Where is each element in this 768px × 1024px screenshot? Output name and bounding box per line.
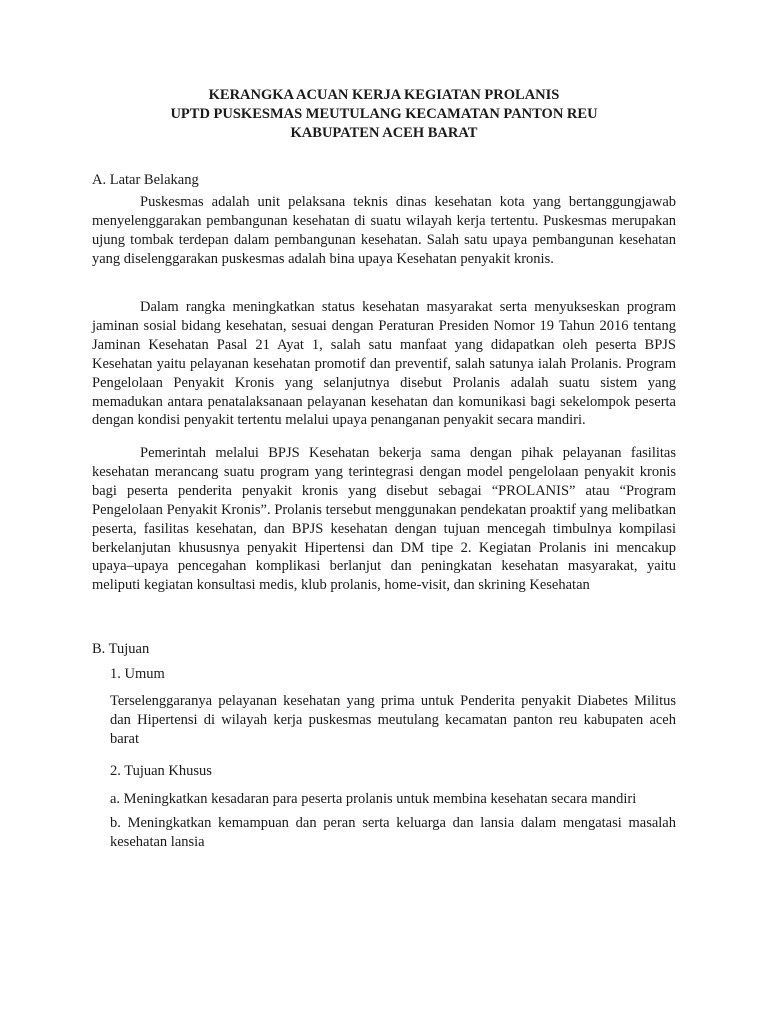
- document-title: [92, 86, 676, 143]
- section-a-heading: A. Latar Belakang: [92, 172, 199, 188]
- section-b-heading: B. Tujuan: [92, 641, 150, 657]
- section-a-paragraph-1: Puskesmas adalah unit pelaksana teknis dinas kesehatan kota yang bertanggungjawab menyelenggarakan pembangunan kesehatan di suatu wilayah kerja tertentu. Puskesmas merupakan ujung tombak terdepan dalam pembangunan kesehatan. Salah satu upaya pembangunan kesehatan yang diselenggarakan puskesmas adalah bina upaya Kesehatan penyakit kronis.: [92, 194, 676, 267]
- umum-text: Terselenggaranya pelayanan kesehatan yang prima untuk Penderita penyakit Diabetes Militus dan Hipertensi di wilayah kerja puskesmas meutulang kecamatan panton reu kabupaten aceh barat: [110, 693, 676, 747]
- title-line-2: UPTD PUSKESMAS MEUTULANG KECAMATAN PANTON REU: [170, 106, 598, 122]
- umum-heading: 1. Umum: [110, 666, 165, 682]
- khusus-heading: 2. Tujuan Khusus: [110, 763, 212, 779]
- title-line-1: KERANGKA ACUAN KERJA KEGIATAN PROLANIS: [208, 87, 560, 103]
- khusus-item-a: a. Meningkatkan kesadaran para peserta prolanis untuk membina kesehatan secara mandiri: [110, 791, 637, 807]
- khusus-item-b: b. Meningkatkan kemampuan dan peran serta keluarga dan lansia dalam mengatasi masalah kesehatan lansia: [110, 815, 676, 850]
- section-a-paragraph-3: Pemerintah melalui BPJS Kesehatan bekerja sama dengan pihak pelayanan fasilitas kesehatan merancang suatu program yang terintegrasi dengan model pengelolaan penyakit kronis bagi peserta penderita penyakit kronis yang disebut sebagai “PROLANIS” atau “Program Pengelolaan Penyakit Kronis”. Prolanis tersebut menggunakan pendekatan proaktif yang melibatkan peserta, fasilitas kesehatan, dan BPJS kesehatan dengan tujuan mencegah timbulnya kompilasi berkelanjutan khususnya penyakit Hipertensi dan DM tipe 2. Kegiatan Prolanis ini mencakup upaya–upaya pencegahan komplikasi berlanjut dan peningkatan kesehatan masyarakat, yaitu meliputi kegiatan konsultasi medis, klub prolanis, home-visit, dan skrining Kesehatan: [92, 445, 676, 594]
- title-line-3: KABUPATEN ACEH BARAT: [290, 125, 478, 141]
- section-a-paragraph-2: Dalam rangka meningkatkan status kesehatan masyarakat serta menyukseskan program jaminan sosial bidang kesehatan, sesuai dengan Peraturan Presiden Nomor 19 Tahun 2016 tentang Jaminan Kesehatan Pasal 21 Ayat 1, salah satu manfaat yang didapatkan oleh peserta BPJS Kesehatan yaitu pelayanan kesehatan promotif dan preventif, salah satunya ialah Prolanis. Program Pengelolaan Penyakit Kronis yang selanjutnya disebut Prolanis adalah suatu sistem yang memadukan antara penatalaksanaan pelayanan kesehatan dan komunikasi bagi sekelompok peserta dengan kondisi penyakit tertentu melalui upaya penanganan penyakit secara mandiri.: [92, 299, 676, 429]
